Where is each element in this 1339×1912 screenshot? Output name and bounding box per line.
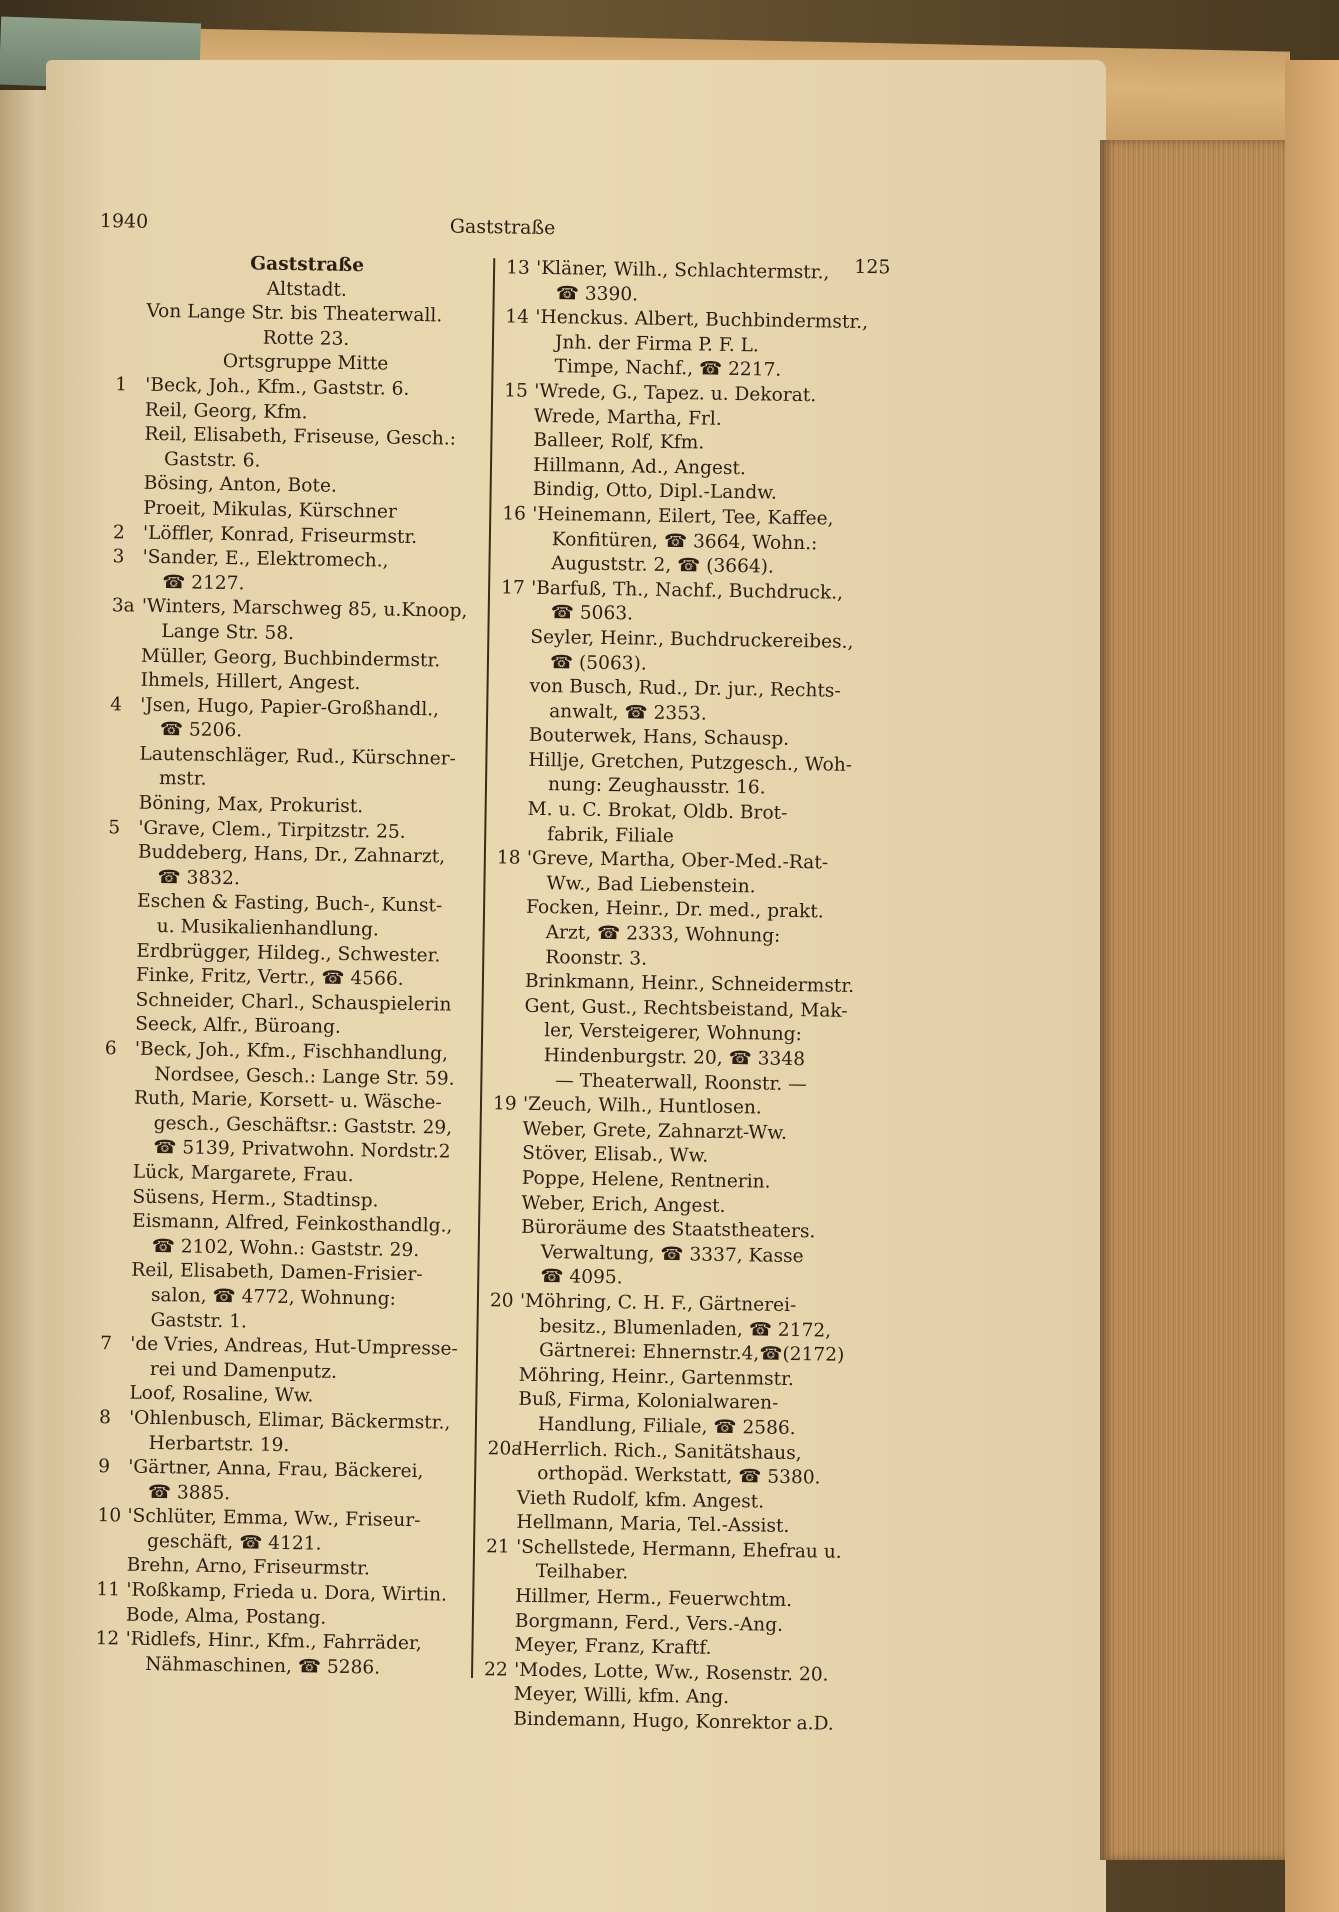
page-number: 125 [854, 255, 891, 279]
entry-text: 'Greve, Martha, Ober-Med.-Rat- [526, 848, 829, 874]
house-number: 5 [108, 816, 121, 839]
entry-text: Weber, Grete, Zahnarzt-Ww. [522, 1118, 788, 1144]
entry-text: Konfitüren, ☎ 3664, Wohn.: [551, 528, 818, 554]
entry-text: Balleer, Rolf, Kfm. [533, 429, 705, 454]
house-number: 14 [505, 306, 530, 328]
entry-text: 'Sander, E., Elektromech., [142, 546, 389, 572]
house-number: 3a [111, 595, 135, 617]
entry-text: geschäft, ☎ 4121. [146, 1530, 322, 1555]
entry-text: Bouterwek, Hans, Schausp. [528, 725, 790, 751]
entry-text: Hillje, Gretchen, Putzgesch., Woh- [528, 749, 853, 776]
house-number: 18 [496, 847, 521, 869]
entry-text: Weber, Erich, Angest. [521, 1192, 726, 1217]
entry-text: nung: Zeughausstr. 16. [547, 774, 766, 799]
entry-text: 'Kläner, Wilh., Schlachtermstr., [535, 257, 830, 284]
entry-text: besitz., Blumenladen, ☎ 2172, [539, 1315, 832, 1342]
entry-text: Arzt, ☎ 2333, Wohnung: [545, 922, 781, 947]
entry-text: Finke, Fritz, Vertr., ☎ 4566. [135, 964, 404, 991]
house-number: 7 [100, 1333, 113, 1355]
entry-text: Proeit, Mikulas, Kürschner [143, 497, 398, 523]
entry-text: ☎ 4095. [540, 1266, 623, 1289]
house-number: 19 [492, 1093, 517, 1115]
entry-text: Seeck, Alfr., Büroang. [135, 1014, 342, 1039]
entry-text: ☎ 2102, Wohn.: Gaststr. 29. [151, 1235, 420, 1261]
entry-text: gesch., Geschäftsr.: Gaststr. 29, [153, 1112, 453, 1139]
entry-text: 'Gärtner, Anna, Frau, Bäckerei, [128, 1456, 424, 1483]
entry-text: Lange Str. 58. [161, 620, 295, 645]
entry-text: orthopäd. Werkstatt, ☎ 5380. [537, 1463, 821, 1489]
house-number: 9 [98, 1456, 111, 1478]
entry-text: Poppe, Helene, Rentnerin. [521, 1167, 771, 1193]
entry-text: 'Ridlefs, Hinr., Kfm., Fahrräder, [125, 1628, 422, 1655]
entry-text: ☎ 2127. [161, 571, 245, 595]
entry-text: Borgmann, Ferd., Vers.-Ang. [514, 1610, 784, 1636]
entry-text: 'Heinemann, Eilert, Tee, Kaffee, [532, 503, 834, 530]
entry-text: Herbartstr. 19. [148, 1432, 290, 1456]
running-title: Gaststraße [449, 215, 556, 240]
entry-text: ☎ 5206. [159, 719, 243, 742]
entry-text: 'Modes, Lotte, Ww., Rosenstr. 20. [513, 1659, 829, 1686]
entry-text: Lautenschläger, Rud., Kürschner- [139, 743, 457, 770]
entry-text: Eismann, Alfred, Feinkosthandlg., [131, 1210, 453, 1237]
entry-text: Bösing, Anton, Bote. [143, 473, 338, 498]
entry-text: Böning, Max, Prokurist. [138, 792, 364, 818]
entry-text: Hillmann, Ad., Angest. [532, 454, 747, 479]
entry-text: von Busch, Rud., Dr. jur., Rechts- [529, 675, 841, 702]
entry-text: 'Roßkamp, Frieda u. Dora, Wirtin. [126, 1579, 448, 1606]
entry-text: Altstadt. [266, 278, 348, 301]
entry-text: 'Beck, Joh., Kfm., Fischhandlung, [134, 1038, 449, 1065]
entry-text: Buddeberg, Hans, Dr., Zahnarzt, [137, 841, 446, 868]
right-column [483, 256, 881, 1737]
entry-text: rei und Damenputz. [149, 1358, 338, 1383]
house-number: 11 [96, 1579, 121, 1601]
house-number: 13 [505, 257, 530, 279]
entry-text: Ww., Bad Liebenstein. [546, 872, 756, 898]
entry-text: Loof, Rosaline, Ww. [129, 1382, 314, 1407]
entry-text: Meyer, Willi, kfm. Ang. [513, 1684, 730, 1709]
entry-text: Jnh. der Firma P. F. L. [554, 331, 760, 357]
entry-text: ☎ 3832. [157, 866, 240, 890]
entry-text: fabrik, Filiale [547, 823, 674, 847]
entry-text: mstr. [158, 768, 207, 791]
entry-text: ☎ 5063. [550, 602, 634, 625]
year-header: 1940 [99, 210, 149, 233]
entry-text: Teilhaber. [535, 1561, 629, 1584]
house-number: 10 [97, 1505, 122, 1527]
house-number: 8 [98, 1407, 112, 1429]
entry-text: ☎ 5139, Privatwohn. Nordstr.2 [153, 1137, 451, 1163]
entry-text: 'Grave, Clem., Tirpitzstr. 25. [138, 817, 406, 843]
house-number: 20a [487, 1437, 523, 1460]
entry-text: Ruth, Marie, Korsett- u. Wäsche- [133, 1087, 442, 1114]
entry-text: 'Zeuch, Wilh., Huntlosen. [522, 1093, 762, 1119]
entry-text: ☎ (5063). [549, 651, 647, 675]
entry-text: Hellmann, Maria, Tel.-Assist. [516, 1511, 790, 1538]
entry-text: Gaststr. 1. [150, 1309, 248, 1332]
entry-text: 'Wrede, G., Tapez. u. Dekorat. [534, 380, 817, 407]
entry-text: Reil, Georg, Kfm. [144, 399, 308, 423]
entry-text: Bindig, Otto, Dipl.-Landw. [532, 479, 777, 505]
entry-text: Schneider, Charl., Schauspielerin [135, 989, 452, 1016]
entry-text: Ortsgruppe Mitte [222, 351, 389, 375]
entry-text: 'Henckus. Albert, Buchbindermstr., [535, 307, 869, 334]
entry-text: M. u. C. Brokat, Oldb. Brot- [527, 798, 788, 824]
entry-text: Eschen & Fasting, Buch-, Kunst- [136, 891, 443, 917]
entry-text: Gent, Gust., Rechtsbeistand, Mak- [524, 995, 848, 1022]
house-number: 15 [504, 380, 529, 402]
entry-text: u. Musikalienhandlung. [156, 916, 380, 941]
house-number: 20 [489, 1290, 514, 1312]
entry-text: 'Winters, Marschweg 85, u.Knoop, [141, 596, 468, 623]
entry-text: Bode, Alma, Postang. [125, 1604, 327, 1629]
entry-text: anwalt, ☎ 2353. [549, 700, 707, 725]
entry-text: Stöver, Elisab., Ww. [522, 1143, 709, 1168]
house-number: 16 [502, 503, 527, 525]
house-number: 22 [483, 1659, 508, 1681]
house-number: 12 [95, 1628, 120, 1650]
entry-text: ☎ 3885. [147, 1481, 231, 1504]
entry-text: Ihmels, Hillert, Angest. [140, 669, 361, 695]
entry-text: Buß, Firma, Kolonialwaren- [518, 1389, 779, 1415]
entry-text: salon, ☎ 4772, Wohnung: [150, 1284, 396, 1310]
entry-text: Brinkmann, Heinr., Schneidermstr. [524, 970, 855, 998]
page-text [76, 210, 899, 1735]
entry-text: Auguststr. 2, ☎ (3664). [551, 553, 775, 578]
entry-text: Wrede, Martha, Frl. [533, 405, 722, 430]
entry-text: Meyer, Franz, Kraftf. [514, 1634, 712, 1660]
entry-text: Gaststr. 6. [163, 448, 261, 472]
house-number: 21 [485, 1536, 510, 1558]
entry-text: 'Ohlenbusch, Elimar, Bäckermstr., [128, 1407, 451, 1434]
entry-text: Verwaltung, ☎ 3337, Kasse [540, 1241, 804, 1267]
house-number: 3 [112, 546, 125, 568]
entry-text: Hindenburgstr. 20, ☎ 3348 [543, 1045, 806, 1071]
entry-text: Seyler, Heinr., Buchdruckereibes., [530, 626, 854, 653]
entry-text: Timpe, Nachf., ☎ 2217. [554, 356, 782, 382]
house-number: 6 [104, 1038, 117, 1060]
entry-text: Müller, Georg, Buchbindermstr. [140, 645, 441, 671]
entry-text: 'Beck, Joh., Kfm., Gaststr. 6. [145, 374, 410, 400]
entry-text: Nähmaschinen, ☎ 5286. [144, 1653, 381, 1679]
entry-text: Büroräume des Staatstheaters. [520, 1216, 816, 1243]
entry-text: Roonstr. 3. [545, 946, 648, 970]
entry-text: 'Jsen, Hugo, Papier-Großhandl., [140, 694, 440, 721]
house-number: 4 [110, 693, 123, 716]
entry-text: Lück, Margarete, Frau. [132, 1161, 354, 1187]
entry-text: 'Barfuß, Th., Nachf., Buchdruck., [530, 577, 844, 604]
entry-text: 'Schellstede, Hermann, Ehefrau u. [515, 1536, 842, 1563]
entry-text: Vieth Rudolf, kfm. Angest. [516, 1487, 765, 1513]
house-number: 1 [115, 374, 128, 396]
entry-text: Möhring, Heinr., Gartenmstr. [518, 1364, 795, 1390]
entry-text: Erdbrügger, Hildeg., Schwester. [136, 940, 441, 967]
entry-text: Gärtnerei: Ehnernstr.4,☎(2172) [538, 1340, 845, 1366]
entry-text: ☎ 3390. [555, 282, 639, 306]
entry-text: Rotte 23. [262, 327, 350, 350]
entry-text: — Theaterwall, Roonstr. — [554, 1069, 807, 1095]
entry-text: Hillmer, Herm., Feuerwchtm. [515, 1585, 793, 1612]
entry-text: Von Lange Str. bis Theaterwall. [146, 300, 443, 327]
entry-text: Nordsee, Gesch.: Lange Str. 59. [154, 1063, 455, 1090]
entry-text: 'de Vries, Andreas, Hut-Umpresse- [130, 1333, 458, 1360]
entry-text: Brehn, Arno, Friseurmstr. [126, 1555, 371, 1580]
entry-text: 'Herrlich. Rich., Sanitätshaus, [517, 1438, 802, 1464]
house-number: 2 [112, 521, 125, 543]
entry-text: Focken, Heinr., Dr. med., prakt. [525, 897, 824, 923]
entry-text: Süsens, Herm., Stadtinsp. [132, 1186, 379, 1212]
entry-text: 'Schlüter, Emma, Ww., Friseur- [127, 1505, 421, 1532]
left-column [95, 250, 497, 1682]
entry-text: ler, Versteigerer, Wohnung: [543, 1020, 803, 1046]
entry-text: Handlung, Filiale, ☎ 2586. [537, 1413, 796, 1439]
entry-text: Reil, Elisabeth, Damen-Frisier- [131, 1259, 423, 1286]
entry-text: Gaststraße [250, 253, 365, 277]
entry-text: Reil, Elisabeth, Friseuse, Gesch.: [144, 423, 457, 450]
book-cover-edge [1285, 60, 1339, 1912]
page-block-edge [1100, 140, 1285, 1860]
entry-text: 'Löffler, Konrad, Friseurmstr. [142, 522, 418, 548]
entry-text: Bindemann, Hugo, Konrektor a.D. [513, 1708, 834, 1735]
entry-text: 'Möhring, C. H. F., Gärtnerei- [519, 1290, 797, 1317]
house-number: 17 [500, 577, 525, 599]
